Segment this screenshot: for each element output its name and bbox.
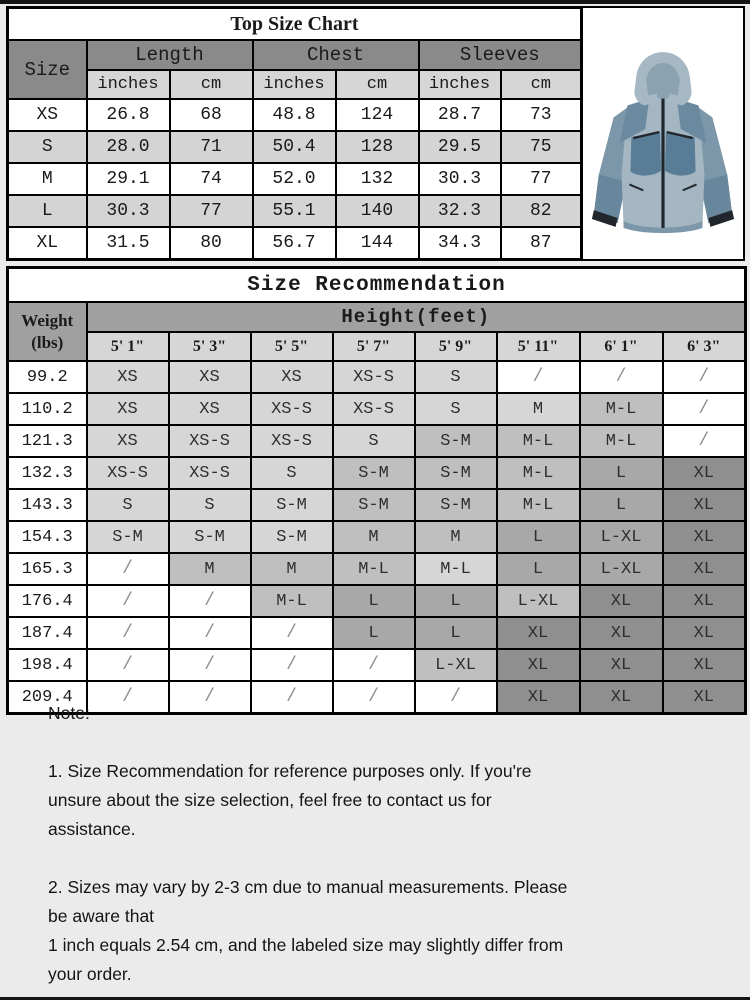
size-recommendation-cell: M-L [415, 553, 497, 585]
top-size-chart-table [6, 6, 583, 261]
size-recommendation-cell: XL [580, 585, 663, 617]
empty-cell: / [169, 585, 251, 617]
note-line: be aware that [48, 906, 155, 926]
empty-cell: / [415, 681, 497, 714]
height-tick: 5' 5" [251, 332, 333, 361]
size-recommendation-cell: XS [169, 361, 251, 393]
size-label-cell: L [8, 195, 87, 227]
table-row [8, 457, 746, 489]
measurement-cell: 68 [170, 99, 253, 131]
empty-cell: / [663, 361, 746, 393]
unit-header: cm [170, 70, 253, 99]
size-recommendation-cell: M-L [497, 489, 580, 521]
height-tick: 6' 3" [663, 332, 746, 361]
measurement-cell: 26.8 [87, 99, 170, 131]
size-recommendation-cell: L [415, 617, 497, 649]
size-recommendation-table [6, 266, 747, 715]
size-recommendation-cell: S-M [251, 489, 333, 521]
measurement-cell: 77 [501, 163, 582, 195]
note-line: Note: [48, 703, 90, 723]
size-recommendation-cell: XS-S [333, 361, 415, 393]
table-title-row [8, 8, 582, 41]
unit-header: cm [501, 70, 582, 99]
size-recommendation-cell: M [415, 521, 497, 553]
top-size-section [6, 6, 745, 261]
measurement-cell: 30.3 [87, 195, 170, 227]
size-recommendation-cell: L-XL [415, 649, 497, 681]
table-row [8, 195, 582, 227]
size-recommendation-cell: M [169, 553, 251, 585]
measurement-cell: 31.5 [87, 227, 170, 260]
size-recommendation-cell: XL [663, 553, 746, 585]
size-recommendation-cell: S-M [333, 489, 415, 521]
size-recommendation-cell: XL [663, 617, 746, 649]
size-recommendation-cell: S-M [87, 521, 169, 553]
height-tick: 5' 9" [415, 332, 497, 361]
height-tick: 5' 11" [497, 332, 580, 361]
size-label-cell: M [8, 163, 87, 195]
weight-header-line1: Weight [21, 311, 74, 331]
table-row [8, 393, 746, 425]
weight-cell: 143.3 [8, 489, 87, 521]
size-recommendation-cell: S [333, 425, 415, 457]
weight-header-line2: (lbs) [31, 332, 64, 352]
weight-cell: 198.4 [8, 649, 87, 681]
measurement-cell: 75 [501, 131, 582, 163]
measurement-cell: 55.1 [253, 195, 336, 227]
size-recommendation-cell: XS [87, 393, 169, 425]
size-recommendation-cell: M-L [497, 457, 580, 489]
top-chart-title: Top Size Chart [8, 8, 582, 41]
size-recommendation-cell: S-M [169, 521, 251, 553]
size-recommendation-cell: XS-S [87, 457, 169, 489]
recommendation-table-body [8, 361, 746, 714]
empty-cell: / [580, 361, 663, 393]
size-recommendation-cell: M-L [251, 585, 333, 617]
note-line: your order. [48, 964, 132, 984]
note-line: 1. Size Recommendation for reference purposes only. If you're [48, 761, 532, 781]
size-recommendation-cell: XS-S [169, 425, 251, 457]
top-size-table-body [8, 99, 582, 260]
measurement-cell: 77 [170, 195, 253, 227]
size-recommendation-cell: XL [663, 649, 746, 681]
unit-header: cm [336, 70, 419, 99]
size-recommendation-cell: S [169, 489, 251, 521]
weight-cell: 165.3 [8, 553, 87, 585]
size-recommendation-cell: M [333, 521, 415, 553]
empty-cell: / [87, 617, 169, 649]
measurement-cell: 124 [336, 99, 419, 131]
product-image [583, 6, 745, 261]
size-recommendation-cell: XL [497, 681, 580, 714]
measurement-cell: 52.0 [253, 163, 336, 195]
measurement-cell: 82 [501, 195, 582, 227]
size-recommendation-cell: L-XL [497, 585, 580, 617]
empty-cell: / [251, 617, 333, 649]
recommendation-title: Size Recommendation [8, 268, 746, 303]
size-recommendation-cell: XL [580, 681, 663, 714]
empty-cell: / [169, 681, 251, 714]
table-row [8, 553, 746, 585]
top-border-bar [0, 0, 750, 4]
size-recommendation-cell: XL [580, 617, 663, 649]
measurement-cell: 29.5 [419, 131, 501, 163]
size-label-cell: S [8, 131, 87, 163]
size-label-cell: XS [8, 99, 87, 131]
weight-column-header [8, 302, 87, 361]
measurement-cell: 28.7 [419, 99, 501, 131]
note-spacer [48, 728, 708, 757]
size-recommendation-cell: XL [580, 649, 663, 681]
size-recommendation-cell: XS [87, 425, 169, 457]
table-row [8, 489, 746, 521]
sleeves-group-header: Sleeves [419, 40, 582, 70]
size-recommendation-cell: S-M [333, 457, 415, 489]
size-recommendation-cell: L-XL [580, 521, 663, 553]
table-row [8, 227, 582, 260]
empty-cell: / [169, 649, 251, 681]
size-recommendation-cell: L [497, 553, 580, 585]
measurement-cell: 29.1 [87, 163, 170, 195]
height-tick: 5' 3" [169, 332, 251, 361]
table-row [8, 361, 746, 393]
height-header-row [8, 302, 746, 332]
measurement-cell: 56.7 [253, 227, 336, 260]
measurement-cell: 71 [170, 131, 253, 163]
size-recommendation-cell: M-L [333, 553, 415, 585]
unit-header: inches [253, 70, 336, 99]
size-label-cell: XL [8, 227, 87, 260]
size-recommendation-cell: L [580, 457, 663, 489]
weight-cell: 132.3 [8, 457, 87, 489]
table-row [8, 649, 746, 681]
table-row [8, 585, 746, 617]
measurement-cell: 80 [170, 227, 253, 260]
size-recommendation-cell: M-L [580, 425, 663, 457]
empty-cell: / [663, 393, 746, 425]
size-recommendation-cell: L [415, 585, 497, 617]
measurement-cell: 34.3 [419, 227, 501, 260]
measurement-cell: 28.0 [87, 131, 170, 163]
size-recommendation-cell: XL [663, 585, 746, 617]
size-recommendation-cell: S [87, 489, 169, 521]
size-recommendation-cell: L [497, 521, 580, 553]
weight-cell: 187.4 [8, 617, 87, 649]
table-title-row [8, 268, 746, 303]
group-header-row [8, 40, 582, 70]
weight-cell: 99.2 [8, 361, 87, 393]
empty-cell: / [87, 649, 169, 681]
size-recommendation-cell: XL [497, 617, 580, 649]
empty-cell: / [663, 425, 746, 457]
size-recommendation-cell: XS [169, 393, 251, 425]
note-line: 1 inch equals 2.54 cm, and the labeled size may slightly differ from [48, 935, 564, 955]
length-group-header: Length [87, 40, 253, 70]
size-recommendation-cell: XL [497, 649, 580, 681]
size-recommendation-cell: L [333, 617, 415, 649]
measurement-cell: 48.8 [253, 99, 336, 131]
measurement-cell: 132 [336, 163, 419, 195]
empty-cell: / [87, 553, 169, 585]
empty-cell: / [251, 649, 333, 681]
size-recommendation-cell: M [497, 393, 580, 425]
weight-cell: 154.3 [8, 521, 87, 553]
empty-cell: / [497, 361, 580, 393]
size-recommendation-cell: XS-S [251, 393, 333, 425]
size-recommendation-cell: M [251, 553, 333, 585]
empty-cell: / [169, 617, 251, 649]
measurement-cell: 74 [170, 163, 253, 195]
size-recommendation-cell: S [251, 457, 333, 489]
unit-header-row [8, 70, 582, 99]
empty-cell: / [87, 681, 169, 714]
size-recommendation-cell: XS [87, 361, 169, 393]
table-row [8, 521, 746, 553]
height-tick: 5' 7" [333, 332, 415, 361]
measurement-cell: 144 [336, 227, 419, 260]
empty-cell: / [251, 681, 333, 714]
size-recommendation-cell: XS-S [333, 393, 415, 425]
size-recommendation-cell: M-L [497, 425, 580, 457]
measurement-cell: 30.3 [419, 163, 501, 195]
size-recommendation-cell: S-M [415, 425, 497, 457]
measurement-cell: 73 [501, 99, 582, 131]
size-recommendation-cell: M-L [580, 393, 663, 425]
empty-cell: / [333, 649, 415, 681]
measurement-cell: 50.4 [253, 131, 336, 163]
table-row [8, 617, 746, 649]
size-recommendation-cell: XS-S [251, 425, 333, 457]
size-recommendation-cell: XS-S [169, 457, 251, 489]
size-recommendation-cell: L [580, 489, 663, 521]
height-tick-row [8, 332, 746, 361]
hooded-jacket-illustration [584, 26, 742, 259]
notes-section [48, 699, 708, 989]
table-row [8, 131, 582, 163]
note-spacer [48, 844, 708, 873]
height-tick: 6' 1" [580, 332, 663, 361]
size-recommendation-cell: S-M [415, 489, 497, 521]
measurement-cell: 87 [501, 227, 582, 260]
unit-header: inches [87, 70, 170, 99]
size-recommendation-cell: XL [663, 457, 746, 489]
size-recommendation-cell: S-M [251, 521, 333, 553]
note-line: unsure about the size selection, feel free to contact us for [48, 790, 492, 810]
measurement-cell: 128 [336, 131, 419, 163]
measurement-cell: 32.3 [419, 195, 501, 227]
size-recommendation-cell: XL [663, 489, 746, 521]
weight-cell: 209.4 [8, 681, 87, 714]
measurement-cell: 140 [336, 195, 419, 227]
size-recommendation-cell: XL [663, 681, 746, 714]
weight-cell: 121.3 [8, 425, 87, 457]
size-recommendation-cell: L-XL [580, 553, 663, 585]
size-column-header: Size [8, 40, 87, 99]
size-recommendation-cell: XL [663, 521, 746, 553]
note-line: assistance. [48, 819, 136, 839]
height-group-header: Height(feet) [87, 302, 746, 332]
size-recommendation-cell: S [415, 393, 497, 425]
weight-cell: 176.4 [8, 585, 87, 617]
size-recommendation-cell: S [415, 361, 497, 393]
weight-cell: 110.2 [8, 393, 87, 425]
size-recommendation-cell: L [333, 585, 415, 617]
size-recommendation-cell: XS [251, 361, 333, 393]
table-row [8, 163, 582, 195]
table-row [8, 99, 582, 131]
size-recommendation-cell: S-M [415, 457, 497, 489]
note-line: 2. Sizes may vary by 2-3 cm due to manual measurements. Please [48, 877, 568, 897]
unit-header: inches [419, 70, 501, 99]
empty-cell: / [333, 681, 415, 714]
chest-group-header: Chest [253, 40, 419, 70]
height-tick: 5' 1" [87, 332, 169, 361]
empty-cell: / [87, 585, 169, 617]
table-row [8, 425, 746, 457]
